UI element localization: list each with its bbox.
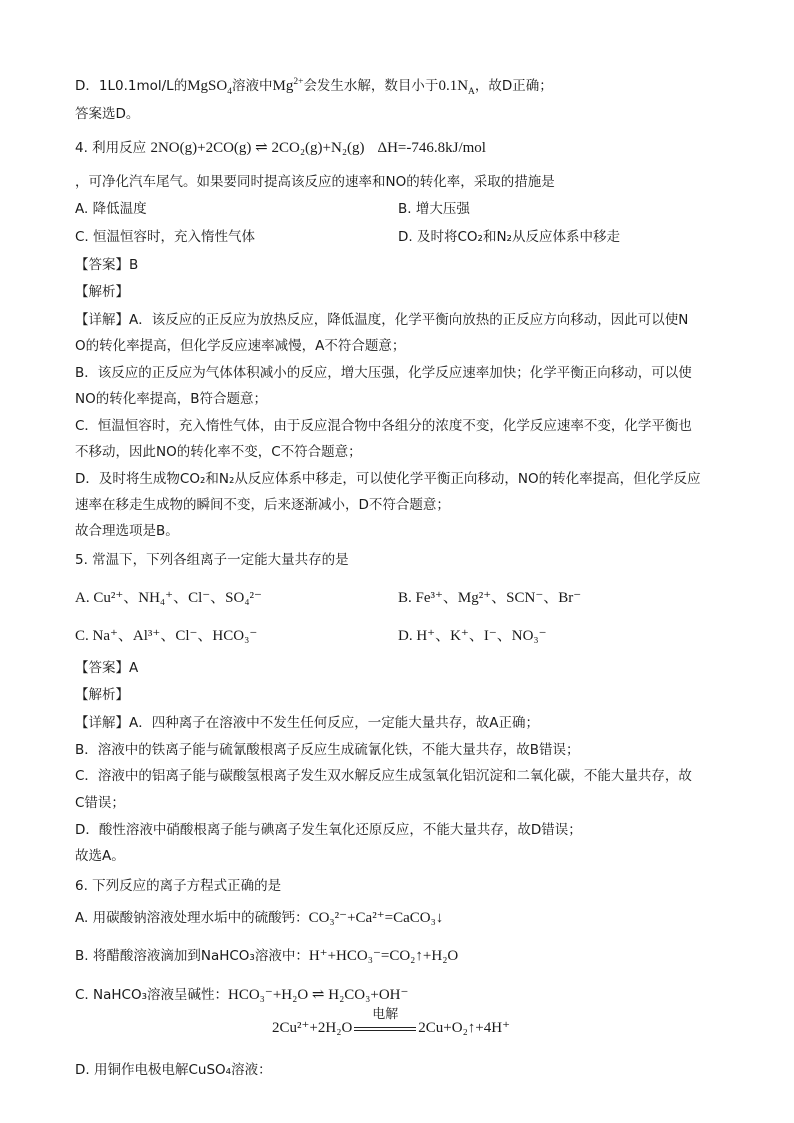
q5-option-c: C. Na⁺、Al³⁺、Cl⁻、HCO₃⁻ [75,628,258,644]
q3-d-species [187,78,232,97]
q4-delta-h: ΔH=-746.8kJ/mol [377,140,486,156]
q4-detail-2b: NO的转化率提高，B符合题意； [75,391,267,407]
q6-stem: 6. 下列反应的离子方程式正确的是 [75,878,282,894]
q6-option-a [75,908,734,928]
q4-answer: 【答案】B [75,257,139,273]
q4-detail-3a: C．恒温恒容时，充入惰性气体，由于反应混合物中各组分的浓度不变，化学反应速率不变，化学平衡也 [75,418,692,434]
amount-text: 0.1N [438,78,469,94]
q6-option-a-equation: CO₃²⁻+Ca²⁺=CaCO₃↓ [308,910,444,926]
q4-analysis-label: 【解析】 [75,284,129,300]
q5-detail-3b: C错误； [75,795,125,811]
mgso4-text: MgSO [187,78,228,94]
q3-d-prefix: D．1L0.1mol/L的 [75,78,188,94]
q4-option-a: A. 降低温度 [75,201,147,217]
q5-option-b: B. Fe³⁺、Mg²⁺、SCN⁻、Br⁻ [398,590,582,606]
q3-d-amount [438,78,475,97]
q3-d-suffix: ，故D正确； [474,78,553,94]
q5-analysis-label: 【解析】 [75,687,129,703]
electrolysis-condition [352,1007,418,1037]
q6-option-b [75,946,734,966]
q6-option-a-text: A. 用碳酸钠溶液处理水垢中的硫酸钙： [75,910,309,926]
mgso4-sub: 4 [227,87,232,97]
equals-bar-icon [354,1027,416,1031]
q5-option-a: A. Cu²⁺、NH₄⁺、Cl⁻、SO₄²⁻ [75,590,262,606]
q6-option-c-equation: HCO₃⁻+H₂O ⇌ H₂CO₃+OH⁻ [228,987,409,1003]
q5-detail-3a: C．溶液中的铝离子能与碳酸氢根离子发生双水解反应生成氢氧化铝沉淀和二氧化碳，不能大量共存，故 [75,768,692,784]
q3-d-ion [272,78,303,94]
q4-detail-1a: 【详解】A．该反应的正反应为放热反应，降低温度，化学平衡向放热的正反应方向移动，因此可以使N [75,312,689,328]
q5-option-d: D. H⁺、K⁺、I⁻、NO₃⁻ [398,628,547,644]
q4-stem-prefix: 4. 利用反应 [75,140,147,156]
q6-option-b-equation: H⁺+HCO₃⁻=CO₂↑+H₂O [308,948,459,964]
q6-option-d-equation [272,1007,511,1037]
q6-option-b-text: B. 将醋酸溶液滴加到NaHCO₃溶液中： [75,948,309,964]
q5-detail-4: D．酸性溶液中硝酸根离子能与碘离子发生氧化还原反应，不能大量共存，故D错误； [75,822,582,838]
q5-answer: 【答案】A [75,660,139,676]
q4-stem-line2: ，可净化汽车尾气。如果要同时提高该反应的速率和NO的转化率，采取的措施是 [75,174,555,190]
q4-option-d: D. 及时将CO₂和N₂从反应体系中移走 [398,229,620,245]
q3-option-d [75,76,734,96]
q6-option-d-text: D. 用铜作电极电解CuSO₄溶液： [75,1062,272,1078]
q3-d-mid1: 溶液中 [231,78,273,94]
q4-detail-3b: 不移动，因此NO的转化率不变，C不符合题意； [75,444,362,460]
q4-reaction: 2NO(g)+2CO(g) ⇌ 2CO₂(g)+N₂(g) [150,140,365,156]
q5-stem: 5. 常温下，下列各组离子一定能大量共存的是 [75,552,349,568]
q3-answer-line: 答案选D。 [75,106,140,122]
q5-detail-1: 【详解】A．四种离子在溶液中不发生任何反应，一定能大量共存，故A正确； [75,715,539,731]
q6-option-c [75,985,734,1005]
q4-stem-line1 [75,138,734,158]
q4-detail-4b: 速率在移走生成物的瞬间不变，后来逐渐减小，D不符合题意； [75,497,450,513]
q3-d-mid2: 会发生水解，数目小于 [303,78,439,94]
q4-conclusion: 故合理选项是B。 [75,523,179,539]
q4-detail-2a: B．该反应的正反应为气体体积减小的反应，增大压强，化学反应速率加快；化学平衡正向移动，可以使 [75,365,692,381]
q4-option-b: B. 增大压强 [398,201,470,217]
mg-text: Mg [272,78,294,94]
amount-sub: A [468,87,475,97]
q6-d-eq-left: 2Cu²⁺+2H₂O [272,1020,353,1036]
q5-detail-2: B．溶液中的铁离子能与硫氰酸根离子反应生成硫氰化铁，不能大量共存，故B错误； [75,742,580,758]
mg-sup: 2+ [293,77,304,87]
q4-detail-1b: O的转化率提高，但化学反应速率减慢，A不符合题意； [75,338,406,354]
q6-option-c-text: C. NaHCO₃溶液呈碱性： [75,987,228,1003]
q6-d-eq-right: 2Cu+O₂↑+4H⁺ [418,1020,511,1036]
q4-detail-4a: D．及时将生成物CO₂和N₂从反应体系中移走，可以使化学平衡正向移动，NO的转化率提高，但化学反应 [75,471,701,487]
electrolysis-label: 电解 [372,1007,399,1022]
q4-option-c: C. 恒温恒容时，充入惰性气体 [75,229,256,245]
q5-conclusion: 故选A。 [75,848,125,864]
